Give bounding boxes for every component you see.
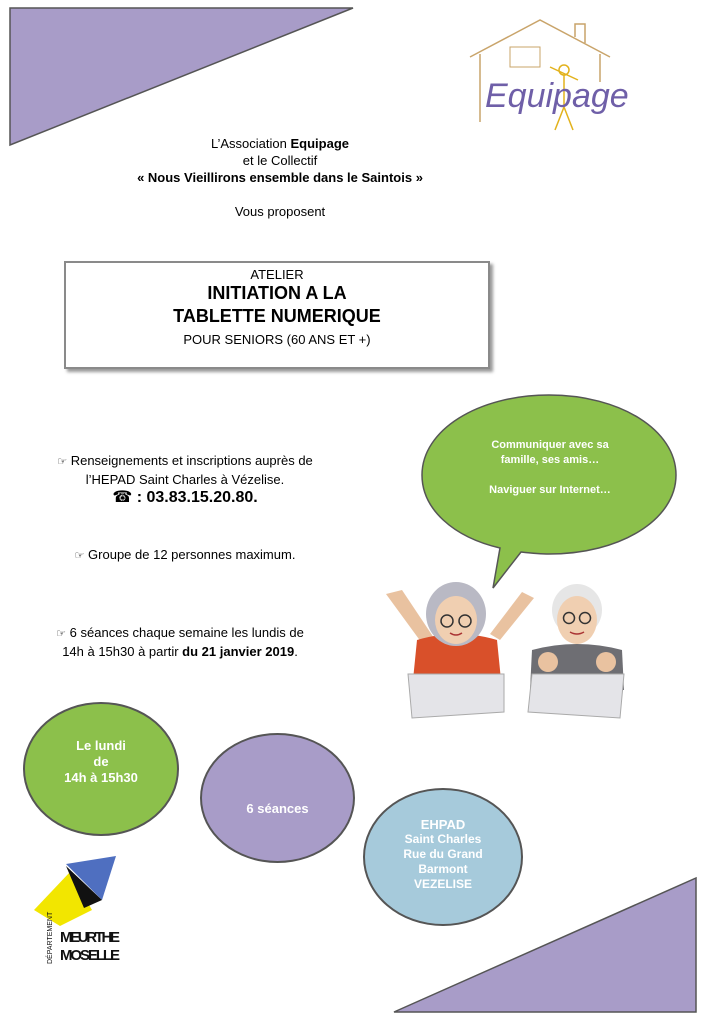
meurthe-moselle-logo xyxy=(30,850,130,970)
decorative-triangle-top xyxy=(0,0,360,150)
registration-info: ☞ Renseignements et inscriptions auprès de l’HEPAD Saint Charles à Vézelise. xyxy=(57,453,313,487)
intro-line-propose: Vous proposent xyxy=(234,204,326,219)
intro-block xyxy=(0,135,560,220)
workshop-audience: POUR SENIORS (60 ANS ET +) xyxy=(183,332,371,347)
workshop-title-line1: INITIATION A LA xyxy=(207,283,347,303)
monday-circle-text: Le lundi de 14h à 15h30 xyxy=(64,738,138,785)
pointing-hand-icon: ☞ xyxy=(57,456,68,468)
pointing-hand-icon: ☞ xyxy=(74,550,85,562)
seniors-illustration xyxy=(372,580,642,720)
monday-circle xyxy=(23,702,179,836)
equipage-logo xyxy=(460,12,670,142)
ehpad-circle xyxy=(363,788,523,926)
sessions-circle xyxy=(200,733,355,863)
intro-line-association: L’Association Equipage xyxy=(210,136,349,151)
intro-line-collectif: et le Collectif xyxy=(242,153,318,168)
group-size-info: ☞ Groupe de 12 personnes maximum. xyxy=(74,547,296,562)
svg-text:MOSELLE: MOSELLE xyxy=(60,947,120,964)
phone-number: ☎ : 03.83.15.20.80. xyxy=(112,489,258,506)
intro-line-collectif-name: « Nous Vieillirons ensemble dans le Saintois » xyxy=(137,170,423,185)
ehpad-circle-text: EHPAD Saint Charles Rue du Grand Barmont VEZELISE xyxy=(403,817,483,891)
telephone-icon: ☎ xyxy=(112,489,133,506)
sessions-circle-text: 6 séances xyxy=(246,801,309,816)
svg-text:Equipage: Equipage xyxy=(485,77,629,115)
workshop-title-line2: TABLETTE NUMERIQUE xyxy=(173,306,381,326)
sessions-info: ☞ 6 séances chaque semaine les lundis de 14h à 15h30 à partir du 21 janvier 2019. xyxy=(56,625,304,659)
svg-text:DÉPARTEMENT: DÉPARTEMENT xyxy=(47,911,54,964)
speech-bubble-text: Communiquer avec sa famille, ses amis… Naviguer sur Internet… xyxy=(489,439,611,496)
workshop-title-box xyxy=(64,261,490,369)
svg-text:MEURTHE: MEURTHE xyxy=(60,929,120,946)
pointing-hand-icon: ☞ xyxy=(56,628,67,640)
workshop-label: ATELIER xyxy=(250,267,304,282)
